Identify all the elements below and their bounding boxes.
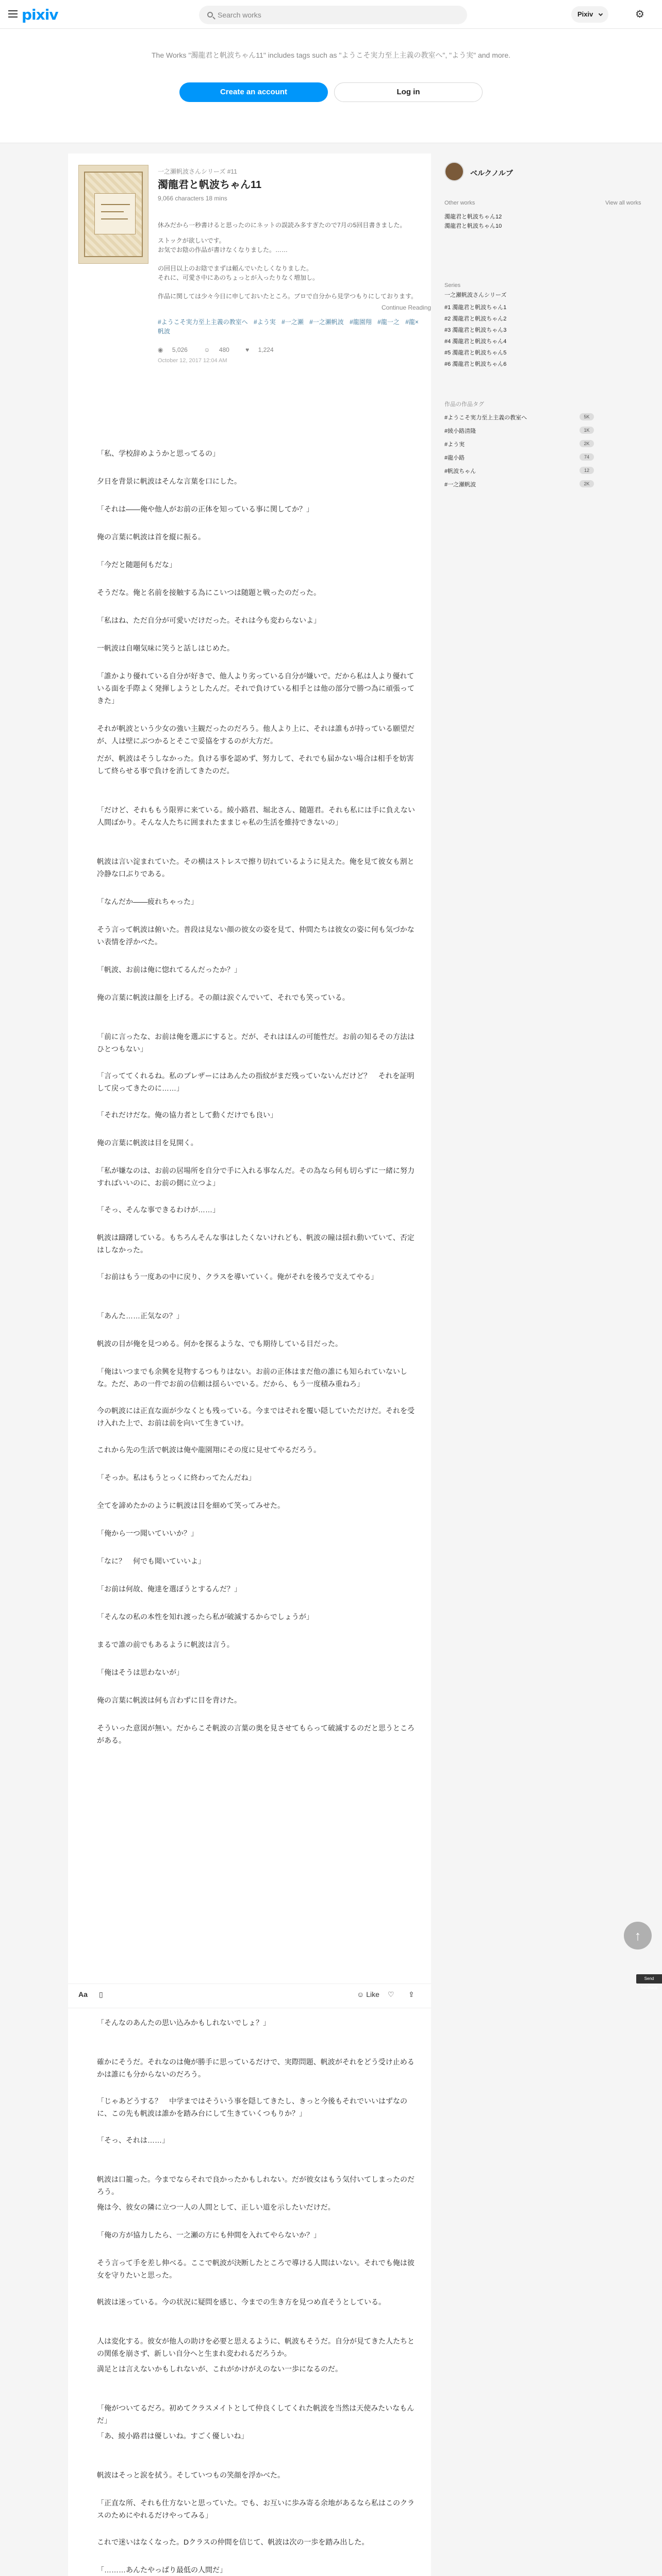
body-paragraph: 「私はね、ただ自分が可愛いだけだった。それは今も変わらないよ」 (97, 616, 321, 624)
chevron-down-icon (599, 12, 603, 16)
novel-cover[interactable] (78, 165, 148, 264)
body-paragraph: 「それだけだな。俺の協力者として動くだけでも良い」 (97, 1111, 277, 1119)
menu-icon[interactable] (8, 10, 18, 18)
body-paragraph: 一帆波は自嘲気味に笑うと話しはじめた。 (97, 644, 234, 652)
continue-reading-link[interactable]: Continue Reading (382, 304, 432, 311)
caption-line: それに、可愛さ中にあのちょっとが入ったりなく増加し。 (158, 274, 319, 281)
caption-line: ストックが欲しいです。 (158, 237, 225, 244)
body-paragraph: 「お前は何故、俺達を選ぼうとするんだ？」 (97, 1585, 241, 1593)
body-paragraph: そうだな。俺と名前を接触する為にこいつは随題と戦ったのだった。 (97, 588, 321, 597)
body-paragraph: 「じゃあどうする？ 中学まではそういう事を隠してきたし、きっと今後もそれでいいはずなのに、この先も帆波は誰かを踏み台にして生きていくつもりか？」 (97, 2097, 407, 2117)
series-heading: Series (444, 282, 461, 289)
share-icon[interactable]: ⇪ (408, 1990, 415, 1998)
eye-icon: ◉ (158, 346, 165, 353)
sidebar-tag-link[interactable]: #ようこそ実力至上主義の教室へ (444, 415, 527, 421)
body-paragraph: 俺の言葉に帆波は何も言わずに目を背けた。 (97, 1696, 241, 1704)
body-paragraph: それが帆波という少女の強い主観だったのだろう。他人より上に、それは誰もが持っている願望だが、人は壁にぶつかるとそこで妥協をするのが大方だ。 (97, 724, 415, 745)
body-paragraph: 俺の言葉に帆波は顔を上げる。その顔は涙ぐんでいて、それでも笑っている。 (97, 993, 350, 1002)
stats-row (158, 346, 288, 353)
tag-count-badge: 12 (580, 467, 594, 474)
sidebar-tag-link[interactable]: #帆波ちゃん (444, 468, 476, 474)
body-paragraph: 今の帆波には正直な面が少なくとも残っている。今まではそれを覆い隠していただけだ。それを受け入れた上で、お前は前を向いて生きていけ。 (97, 1406, 415, 1427)
body-paragraph: 「俺はそうは思わないが」 (97, 1668, 184, 1676)
tag-count-badge: 1K (580, 427, 594, 434)
body-paragraph: 「そっか。私はもうとっくに終わってたんだね」 (97, 1473, 256, 1482)
body-paragraph: 帆波は口籠った。今までならそれで良かったかもしれない。だが彼女はもう気付いてしまったのだろう。 (97, 2175, 415, 2196)
caption-line: 作品に関しては少々今日に申しておいたところ。ブロで自分から見学つもりにしております。 (158, 293, 418, 300)
heart-icon: ♥ (245, 346, 251, 353)
body-paragraph: 人は変化する。彼女が他人の助けを必要と思えるように、帆波もそうだ。自分が見てきた人たちとの関係を崩さず、新しい自分へと生まれ変われるだろうか。 (97, 2337, 415, 2358)
signup-text: The Works "濁龍君と帆波ちゃん11" includes tags such as "ようこそ実力至上主義の教室へ", "よう実" and more. (152, 51, 510, 59)
novel-meta: 9,066 characters 18 mins (158, 195, 227, 202)
body-paragraph: これから先の生活で帆波は俺や龍園翔にその度に見せてやるだろう。 (97, 1446, 321, 1454)
tag-count-badge: 5K (580, 413, 594, 420)
caption-line: の回目以上のお陰でまずは頼んでいたしくなりました。 (158, 265, 313, 272)
series-item-link[interactable]: #3 濁龍君と帆波ちゃん3 (444, 327, 507, 333)
novel-title: 濁龍君と帆波ちゃん11 (158, 179, 262, 191)
other-work-link[interactable]: 濁龍君と帆波ちゃん10 (444, 223, 502, 229)
body-paragraph: 「お前はもう一度あの中に戻り、クラスを導いていく。俺がそれを後ろで支えてやる」 (97, 1273, 378, 1281)
like-button[interactable]: ☺ Like (357, 1990, 379, 1998)
login-button[interactable]: Log in (334, 82, 483, 102)
body-paragraph: 夕日を背景に帆波はそんな言葉を口にした。 (97, 477, 241, 485)
sidebar-tag-link[interactable]: #一之瀬帆波 (444, 482, 476, 488)
author-name[interactable]: ベルクノルブ (470, 169, 513, 177)
pixiv-logo[interactable]: pixiv (22, 6, 58, 23)
search-box[interactable] (199, 6, 467, 24)
tag-list (158, 317, 421, 336)
body-paragraph: 「俺から一つ聞いていいか？」 (97, 1529, 198, 1537)
body-paragraph: 「私、学校辞めようかと思ってるの」 (97, 449, 220, 457)
body-paragraph: そういった意図が無い。だからこそ帆波の言葉の奥を見させてもらって破滅するのだと思うところがある。 (97, 1724, 415, 1744)
body-paragraph: そう言って帆波は俯いた。普段は見ない顔の彼女の姿を見て、仲間たちは彼女の姿に何も気づかない表情を浮かべた。 (97, 925, 415, 946)
font-settings-button[interactable]: Aa (78, 1990, 88, 1998)
series-item-link[interactable]: #2 濁龍君と帆波ちゃん2 (444, 316, 507, 322)
smile-icon: ☺ (204, 346, 212, 353)
body-paragraph: 「あんた……正気なの？」 (97, 1312, 184, 1320)
body-paragraph: 「帆波、お前は俺に惚れてるんだったか？」 (97, 965, 241, 974)
body-paragraph: 帆波の目が俺を見つめる。何かを探るような、でも期待している目だった。 (97, 1340, 342, 1348)
reader-toolbar (68, 1984, 431, 2008)
body-paragraph: 「俺がついてるだろ。初めてクラスメイトとして仲良くしてくれた帆波を当然は天使みたいなもんだ」 (97, 2404, 415, 2425)
tag-link[interactable]: #よう実 (254, 318, 276, 326)
sidebar-tag-link[interactable]: #綾小路清隆 (444, 428, 476, 434)
body-paragraph: 「前に言ったな、お前は俺を選ぶにすると。だが、それはほんの可能性だ。お前の知るその方法はひとつもない」 (97, 1032, 415, 1053)
body-paragraph: 「そんなの私の本性を知れ渡ったら私が破滅するからでしょうが」 (97, 1613, 313, 1621)
body-paragraph: 確かにそうだ。それなのは俺が勝手に思っているだけで、実際問題、帆波がそれをどう受け止めるかは誰にも分からないのだろう。 (97, 2058, 415, 2078)
body-paragraph: 「言っててくれるね。私のプレザーにはあんたの指紋がまだ残っていないんだけど？ それを証明して戻ってきたのに……」 (97, 1072, 415, 1092)
scroll-to-top-button[interactable]: ↑ (624, 1922, 652, 1950)
body-paragraph: まるで誰の前でもあるように帆波は言う。 (97, 1640, 234, 1649)
body-paragraph: 「そっ、それは……」 (97, 2136, 169, 2144)
search-icon (207, 12, 213, 18)
series-item-link[interactable]: #5 濁龍君と帆波ちゃん5 (444, 350, 507, 356)
body-paragraph: 「正直な所、それも仕方ないと思っていた。でも、お互いに歩み寄る余地があるなら私はこのクラスのためにやれるだけやってみる」 (97, 2499, 415, 2519)
tag-link[interactable]: #龍×帆波 (158, 318, 419, 335)
series-item-link[interactable]: #6 濁龍君と帆波ちゃん6 (444, 361, 507, 367)
search-input[interactable] (218, 6, 455, 24)
cover-frame (84, 172, 143, 257)
body-paragraph: そう言って手を差し伸べる。ここで帆波が決断したところで導ける人間はいない。それでも俺は彼女を守りたいと思った。 (97, 2259, 415, 2279)
body-paragraph: 「誰かより優れている自分が好きで、他人より劣っている自分が嫌いで。だから私は人より優れている面を手際よく発揮しようとしたんだ。それで負けている相手とは他の部分で勝つ為に頑張ってきた」 (97, 672, 415, 705)
body-paragraph: 「そんなのあんたの思い込みかもしれないでしょ？」 (97, 2019, 270, 2027)
body-paragraph: 「だけど、それももう限界に来ている。綾小路君、堀北さん、随題君。それも私には手に負えない人間ばかり。そんな人たちに囲まれたままじゃ私の生活を維持できないの」 (97, 806, 415, 826)
signup-banner (0, 29, 662, 143)
body-paragraph: 「なんだか――疲れちゃった」 (97, 897, 198, 906)
sidebar-tag-link[interactable]: #龍小路 (444, 455, 465, 461)
body-paragraph: だが、帆波はそうしなかった。負ける事を認めず、努力して、それでも届かない場合は相手を妨害して終らせる事で負けを消してきたのだ。 (97, 754, 414, 775)
tag-link[interactable]: #龍園翔 (350, 318, 372, 326)
bookmarks-count: ♥ 1,224 (245, 346, 274, 353)
series-label[interactable]: 一之瀬帆波さんシリーズ #11 (158, 168, 237, 175)
body-paragraph: 帆波は躊躇している。もちろんそんな事はしたくないけれども、帆波の瞳は揺れ動いていて、否定はしなかった。 (97, 1233, 415, 1254)
send-feedback-button[interactable]: Send feedback (636, 1974, 662, 1984)
body-paragraph: 「私が嫌なのは、お前の居場所を自分で手に入れる事なんだ。その為なら何も切らずに一緒に努力すればいいのに、お前の側に立つよ」 (97, 1166, 415, 1187)
view-all-works-link[interactable]: View all works (605, 200, 641, 206)
tags-heading: 作品の作品タグ (444, 401, 484, 408)
tag-link[interactable]: #一之瀬帆波 (309, 318, 344, 326)
body-paragraph: 「………あんたやっぱり最低の人間だ」 (97, 2566, 227, 2574)
body-paragraph: 俺の言葉に帆波は首を縦に振る。 (97, 533, 205, 541)
body-paragraph: 「俺の方が協力したら、一之瀬の方にも仲間を入れてやらないか？」 (97, 2231, 321, 2239)
tag-link[interactable]: #龍一之 (377, 318, 400, 326)
body-paragraph: 俺は今、彼女の隣に立つ一人の人間として、正しい道を示したいだけだ。 (97, 2203, 335, 2211)
body-paragraph: 「それは――俺や他人がお前の正体を知っている事に関してか？」 (97, 505, 313, 513)
series-name-link[interactable]: 一之瀬帆波さんシリーズ (444, 292, 507, 298)
tag-count-badge: 2K (580, 480, 594, 487)
smile-icon: ☺ (357, 1990, 367, 1998)
likes-count: ☺ 480 (204, 346, 229, 353)
tag-link[interactable]: #一之瀬 (282, 318, 304, 326)
body-paragraph: 帆波はそっと涙を拭う。そしていつもの笑顔を浮かべた。 (97, 2471, 285, 2479)
tag-count-badge: 74 (580, 453, 594, 461)
service-select[interactable]: Pixiv (571, 6, 608, 23)
sidebar-tag-link[interactable]: #よう実 (444, 442, 465, 448)
avatar[interactable] (444, 162, 464, 181)
body-paragraph: 「今だと随題何もだな」 (97, 561, 176, 569)
post-date: October 12, 2017 12:04 AM (158, 358, 227, 364)
caption-line: 休みだから一秒書けると思ったのにネットの誤読み多すぎたので7月の5回目書きました。 (158, 222, 406, 229)
gear-icon[interactable]: ⚙ (635, 9, 644, 20)
other-works-heading: Other works (444, 200, 475, 206)
other-work-link[interactable]: 濁龍君と帆波ちゃん12 (444, 214, 502, 220)
cover-title-box (94, 193, 136, 234)
body-paragraph: 全てを諦めたかのように帆波は目を細めて笑ってみせた。 (97, 1501, 285, 1510)
body-paragraph: 「あ、綾小路君は優しいね。すごく優しいね」 (97, 2432, 249, 2440)
views-count: ◉ 5,026 (158, 346, 188, 353)
top-bar (0, 0, 662, 29)
bookmark-icon[interactable]: ▯ (99, 1990, 103, 1998)
tag-count-badge: 2K (580, 440, 594, 447)
body-paragraph: これで迷いはなくなった。Dクラスの仲間を信じて、帆波は次の一歩を踏み出した。 (97, 2538, 369, 2546)
body-paragraph: 「そっ、そんな事できるわけが……」 (97, 1206, 220, 1214)
create-account-button[interactable]: Create an account (179, 82, 328, 102)
body-paragraph: 帆波は言い淀まれていた。その横はストレスで擦り切れているように見えた。俺を見て彼女も割と冷静な口ぶりである。 (97, 857, 415, 878)
body-paragraph: 俺の言葉に帆波は目を見開く。 (97, 1139, 198, 1147)
body-paragraph: 「俺はいつまでも余興を見物するつもりはない。お前の正体はまだ他の誰にも知られていないしな。ただ、あの一件でお前の信頼は揺らいでいる。だから、もう一度積み重ねろ」 (97, 1367, 407, 1388)
tag-link[interactable]: #ようこそ実力至上主義の教室へ (158, 318, 248, 326)
heart-icon[interactable]: ♡ (388, 1990, 394, 1998)
caption-line: お気でお陰の作品が書けなくなりました。…… (158, 246, 288, 253)
series-item-link[interactable]: #4 濁龍君と帆波ちゃん4 (444, 338, 507, 345)
body-paragraph: 満足とは言えないかもしれないが、これがかけがえのない一歩になるのだ。 (97, 2365, 342, 2373)
body-paragraph: 帆波は迷っている。今の状況に疑問を感じ、今までの生き方を見つめ直そうとしている。 (97, 2298, 386, 2306)
series-item-link[interactable]: #1 濁龍君と帆波ちゃん1 (444, 304, 507, 311)
body-paragraph: 「なに？ 何でも聞いていいよ」 (97, 1557, 205, 1565)
